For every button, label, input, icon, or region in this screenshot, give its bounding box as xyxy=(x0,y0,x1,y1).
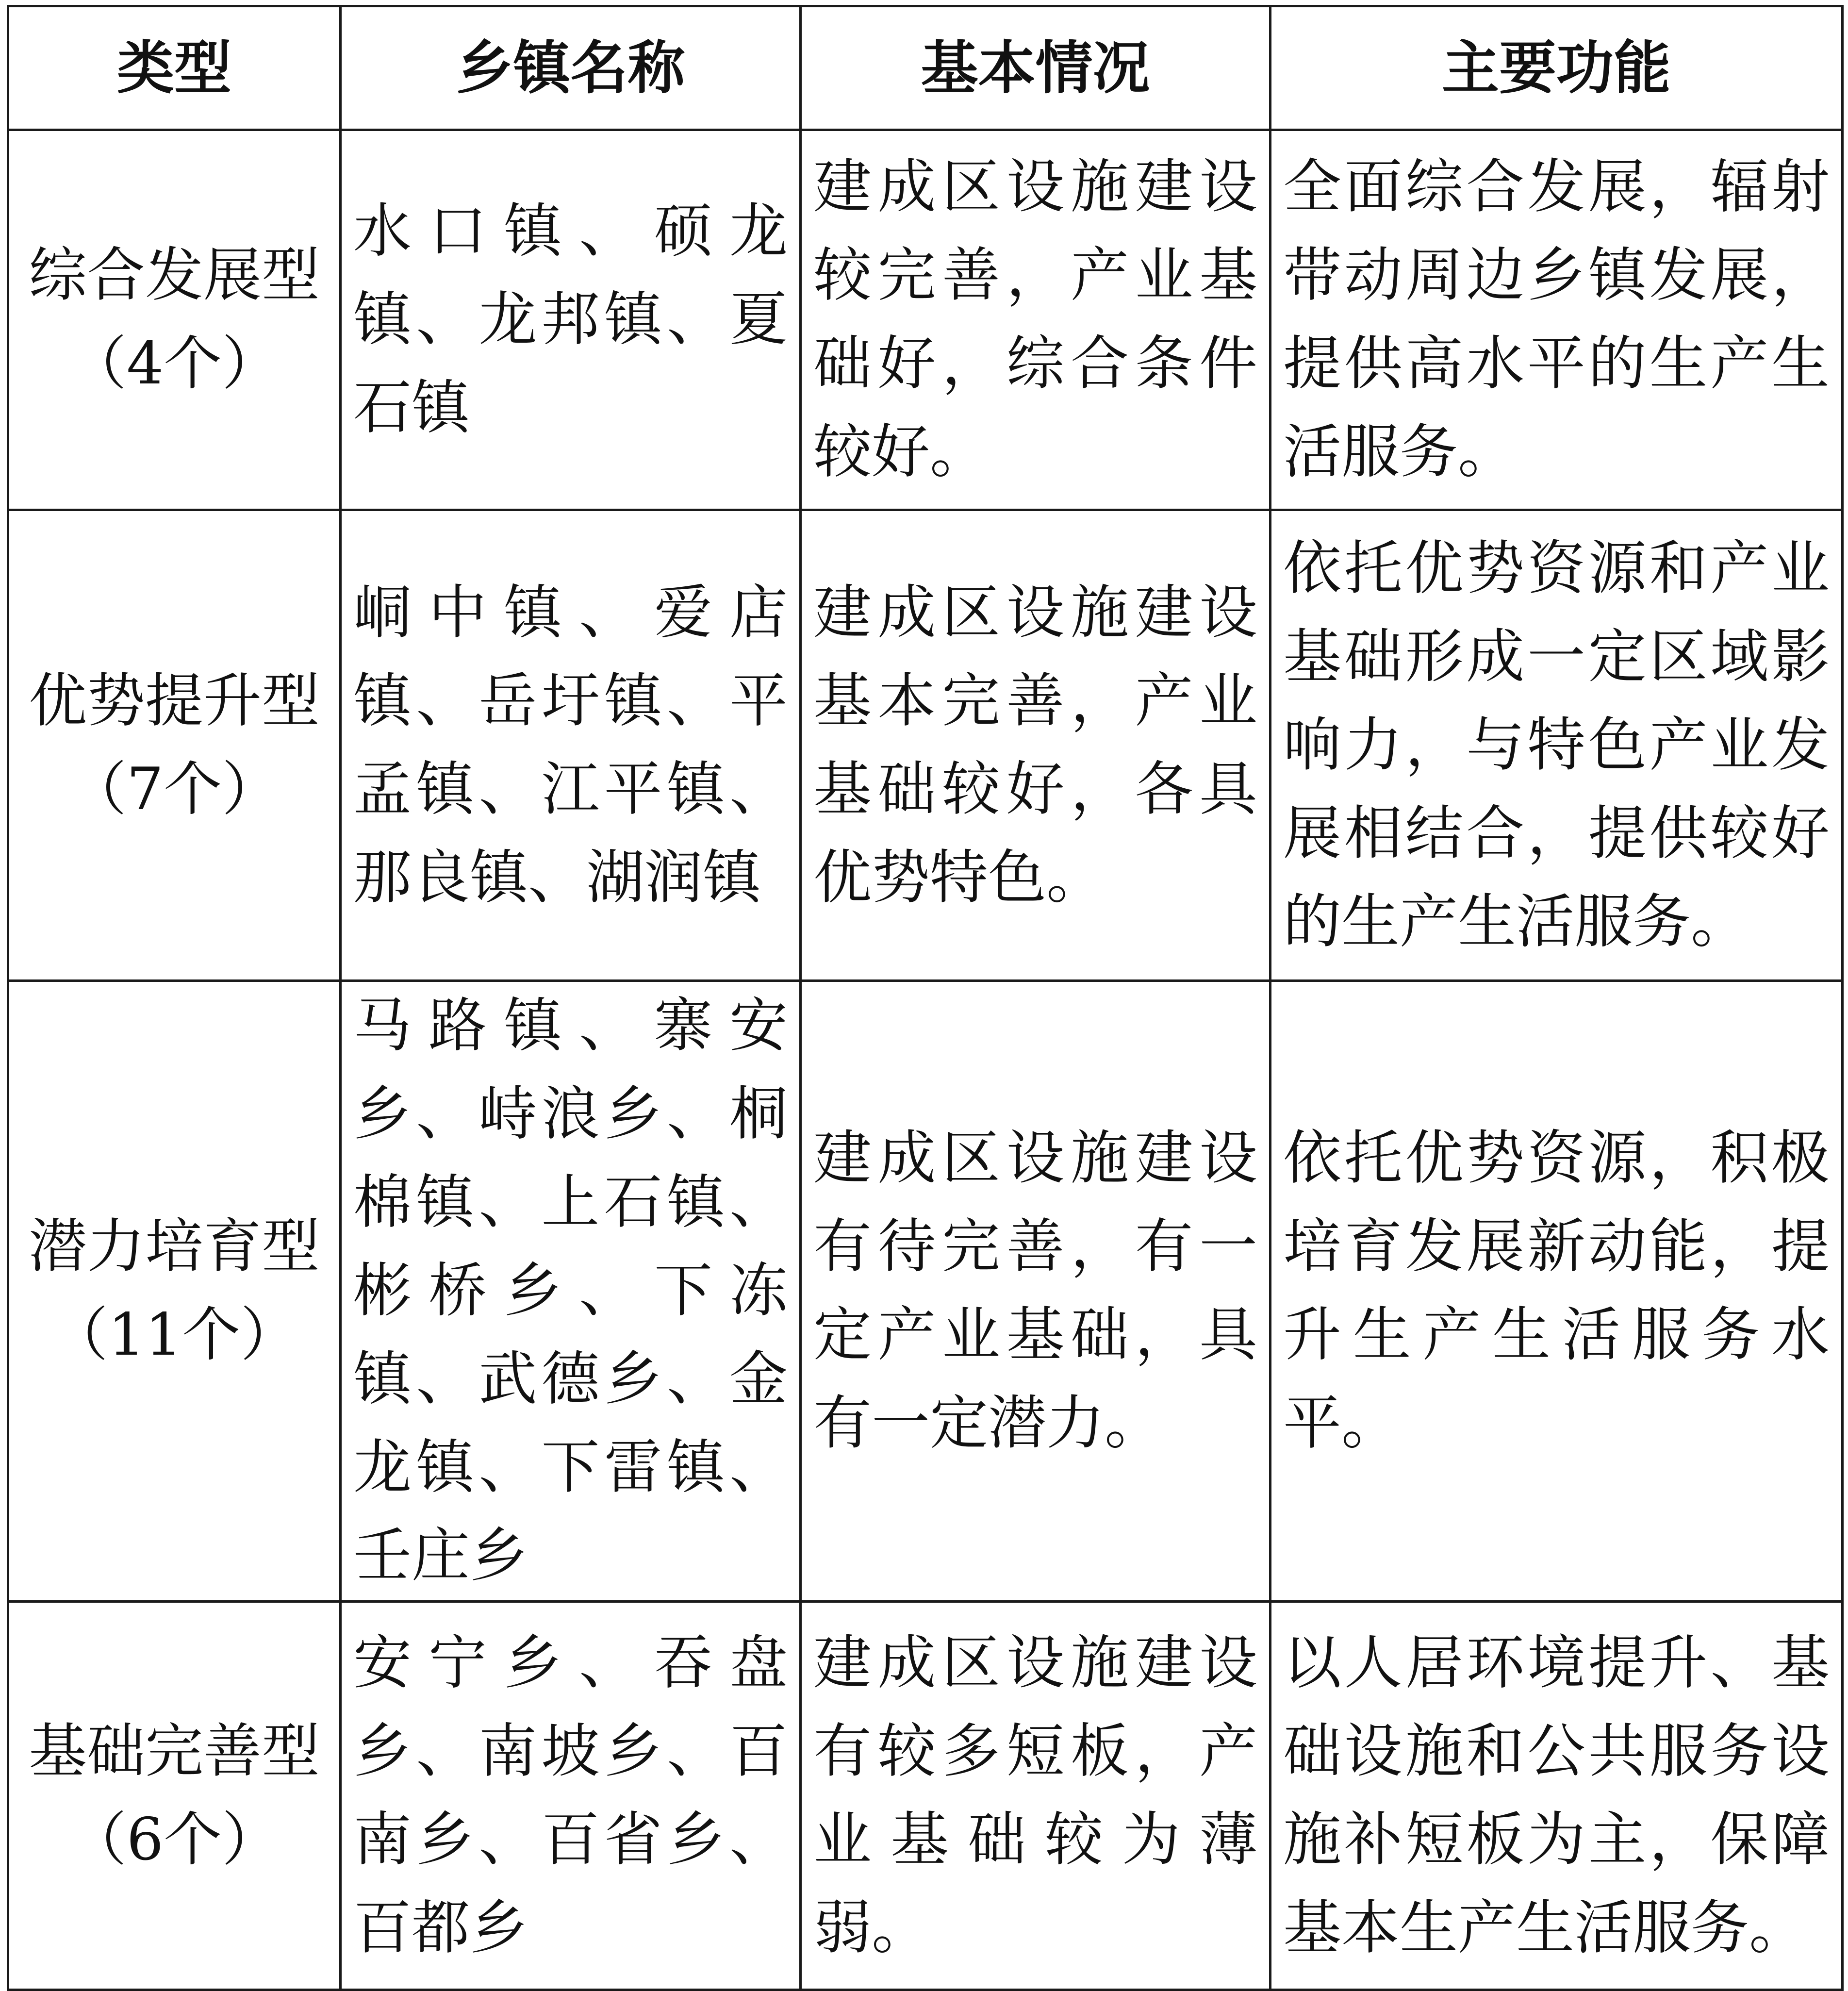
type-cell xyxy=(8,981,341,1602)
table-row xyxy=(8,981,1843,1602)
header-type: 类型 xyxy=(8,6,341,130)
basic-situation-cell: 建成区设施建设基本完善，产业基础较好，各具优势特色。 xyxy=(801,510,1270,981)
type-name: 优势提升型 xyxy=(29,667,320,735)
type-count: （11个） xyxy=(50,1301,299,1369)
header-town-names: 乡镇名称 xyxy=(341,6,801,130)
type-name: 潜力培育型 xyxy=(29,1213,320,1280)
table-header-row xyxy=(8,6,1843,130)
basic-situation-cell: 建成区设施建设有较多短板，产业基础较为薄弱。 xyxy=(801,1602,1270,1990)
header-basic-situation: 基本情况 xyxy=(801,6,1270,130)
type-name: 基础完善型 xyxy=(29,1717,320,1785)
main-function-cell: 以人居环境提升、基础设施和公共服务设施补短板为主，保障基本生产生活服务。 xyxy=(1270,1602,1843,1990)
main-function-cell: 全面综合发展，辐射带动周边乡镇发展，提供高水平的生产生活服务。 xyxy=(1270,130,1843,510)
town-names-cell: 水口镇、硕龙镇、龙邦镇、夏石镇 xyxy=(341,130,801,510)
type-count: （4个） xyxy=(68,330,280,398)
main-function-cell: 依托优势资源和产业基础形成一定区域影响力，与特色产业发展相结合，提供较好的生产生活服务。 xyxy=(1270,510,1843,981)
type-cell xyxy=(8,510,341,981)
town-names-cell: 马路镇、寨安乡、峙浪乡、桐棉镇、上石镇、彬桥乡、下冻镇、武德乡、金龙镇、下雷镇、壬庄乡 xyxy=(341,981,801,1602)
table-row xyxy=(8,510,1843,981)
type-cell xyxy=(8,130,341,510)
township-classification-table xyxy=(7,5,1844,1991)
town-names-cell: 峒中镇、爱店镇、岳圩镇、平孟镇、江平镇、那良镇、湖润镇 xyxy=(341,510,801,981)
main-function-cell: 依托优势资源，积极培育发展新动能，提升生产生活服务水平。 xyxy=(1270,981,1843,1602)
type-count: （7个） xyxy=(68,755,280,823)
basic-situation-cell: 建成区设施建设较完善，产业基础好，综合条件较好。 xyxy=(801,130,1270,510)
header-main-function: 主要功能 xyxy=(1270,6,1843,130)
type-name: 综合发展型 xyxy=(29,242,320,309)
town-names-cell: 安宁乡、吞盘乡、南坡乡、百南乡、百省乡、百都乡 xyxy=(341,1602,801,1990)
basic-situation-cell: 建成区设施建设有待完善，有一定产业基础，具有一定潜力。 xyxy=(801,981,1270,1602)
type-count: （6个） xyxy=(68,1806,280,1874)
table-row xyxy=(8,130,1843,510)
